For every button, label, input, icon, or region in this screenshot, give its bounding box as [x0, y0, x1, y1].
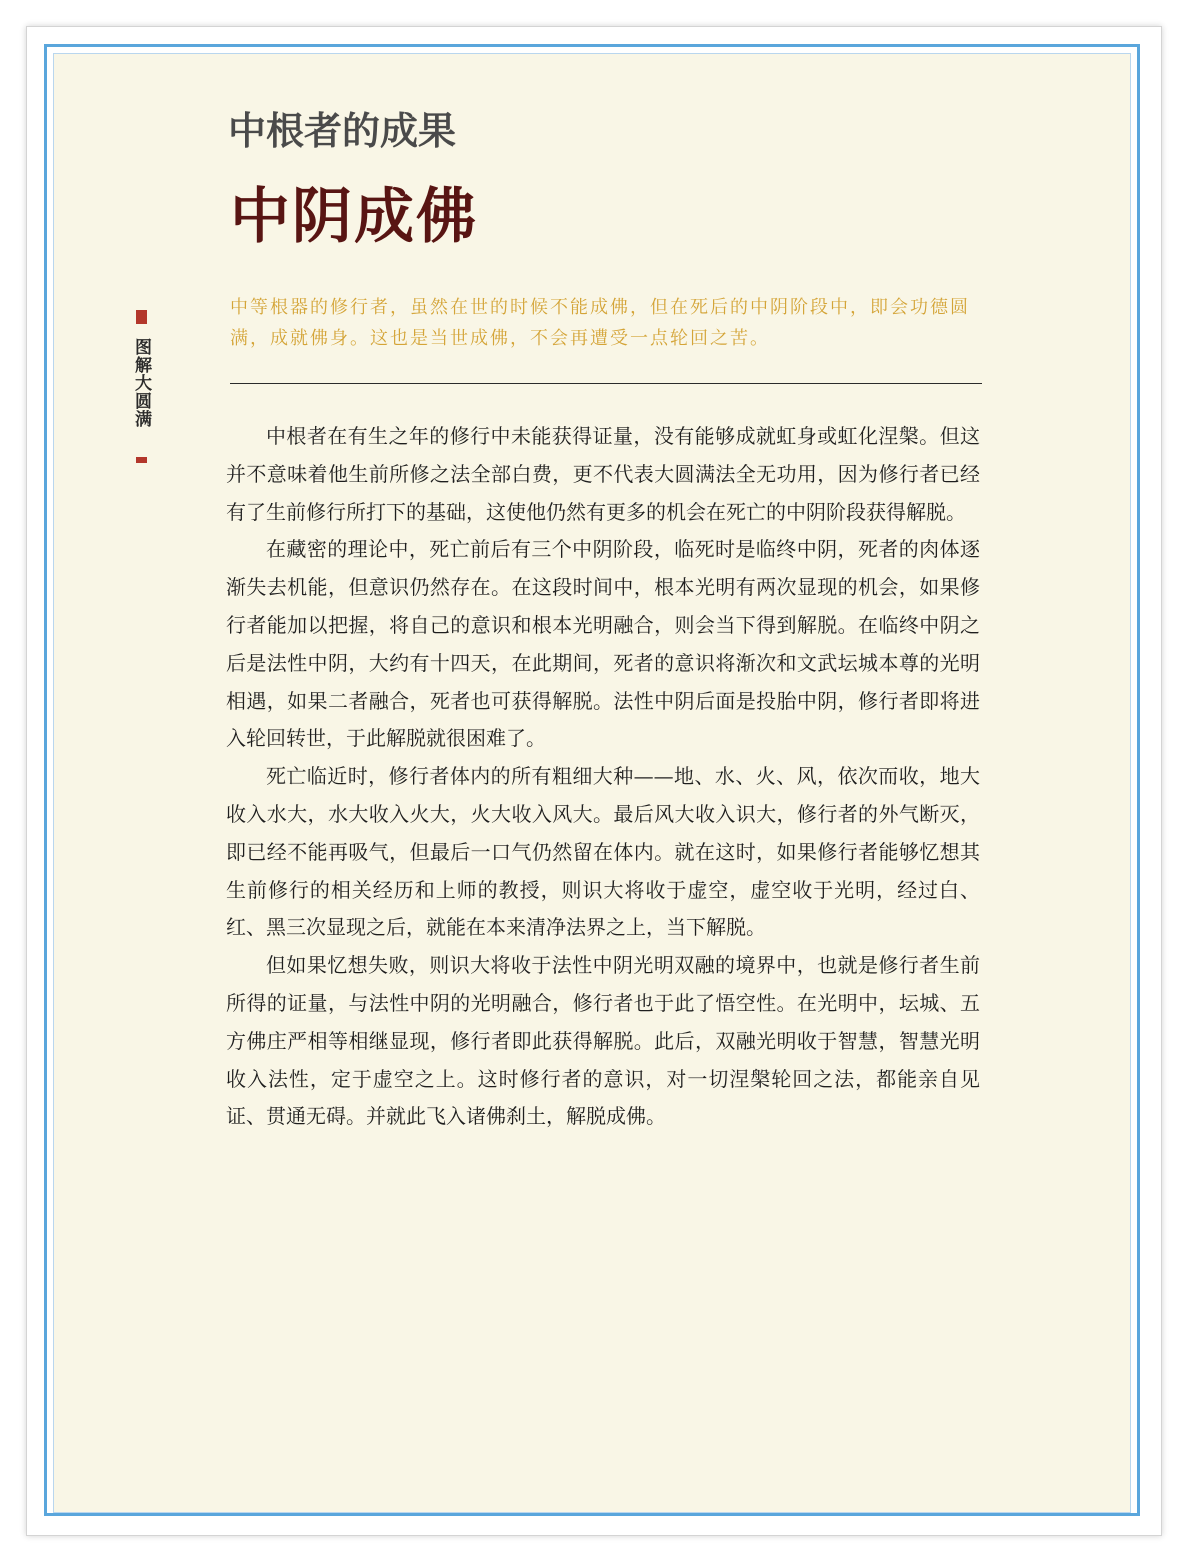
- paragraph: 但如果忆想失败，则识大将收于法性中阴光明双融的境界中，也就是修行者生前所得的证量，与法性中阴的光明融合，修行者也于此了悟空性。在光明中，坛城、五方佛庄严相等相继显现，修行者即此获得解脱。此后，双融光明收于智慧，智慧光明收入法性，定于虚空之上。这时修行者的意识，对一切涅槃轮回之法，都能亲自见证、贯通无碍。并就此飞入诸佛刹土，解脱成佛。: [226, 953, 980, 1129]
- red-seal-mark-top: [136, 310, 147, 324]
- page-title: 中阴成佛: [230, 182, 478, 252]
- red-seal-mark-bottom: [136, 457, 147, 463]
- book-series-label: 图解大圆满: [131, 338, 151, 428]
- summary-text: 中等根器的修行者，虽然在世的时候不能成佛，但在死后的中阴阶段中，即会功德圆满，成就佛身。这也是当世成佛，不会再遭受一点轮回之苦。: [230, 297, 970, 349]
- divider-line: [230, 383, 982, 384]
- paragraph: 死亡临近时，修行者体内的所有粗细大种——地、水、火、风，依次而收，地大收入水大，水大收入火大，火大收入风大。最后风大收入识大，修行者的外气断灭，即已经不能再吸气，但最后一口气仍然留在体内。就在这时，如果修行者能够忆想其生前修行的相关经历和上师的教授，则识大将收于虚空，虚空收于光明，经过白、红、黑三次显现之后，就能在本来清净法界之上，当下解脱。: [226, 764, 980, 940]
- section-subtitle: 中根者的成果: [228, 109, 457, 153]
- paragraph: 中根者在有生之年的修行中未能获得证量，没有能够成就虹身或虹化涅槃。但这并不意味着他生前所修之法全部白费，更不代表大圆满法全无功用，因为修行者已经有了生前修行所打下的基础，这使他仍然有更多的机会在死亡的中阴阶段获得解脱。: [226, 424, 980, 524]
- paragraph: 在藏密的理论中，死亡前后有三个中阴阶段，临死时是临终中阴，死者的肉体逐渐失去机能，但意识仍然存在。在这段时间中，根本光明有两次显现的机会，如果修行者能加以把握，将自己的意识和根本光明融合，则会当下得到解脱。在临终中阴之后是法性中阴，大约有十四天，在此期间，死者的意识将渐次和文武坛城本尊的光明相遇，如果二者融合，死者也可获得解脱。法性中阴后面是投胎中阴，修行者即将进入轮回转世，于此解脱就很困难了。: [226, 537, 980, 751]
- body-text: [226, 418, 980, 1136]
